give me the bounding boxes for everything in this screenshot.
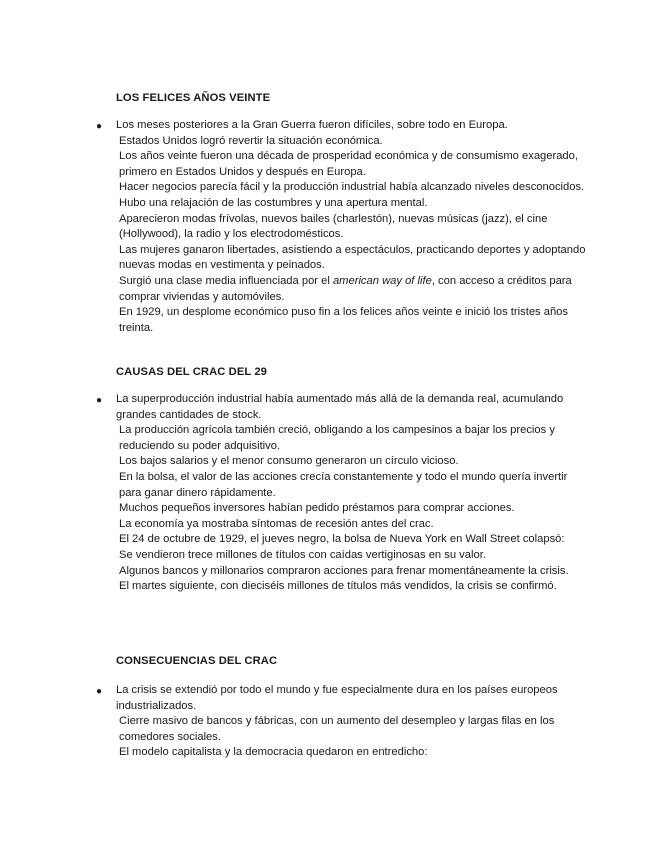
- paragraph: Los meses posteriores a la Gran Guerra fueron difíciles, sobre todo en Europa.: [116, 119, 508, 131]
- paragraph: Los bajos salarios y el menor consumo generaron un círculo vicioso.: [119, 455, 459, 468]
- paragraph: En la bolsa, el valor de las acciones crecía constantemente y todo el mundo quería invertir para ganar dinero rápidamente.: [119, 470, 568, 499]
- paragraph: La superproducción industrial había aumentado más allá de la demanda real, acumulando grandes cantidades de stock.: [116, 393, 564, 421]
- paragraph: Los años veinte fueron una década de prosperidad económica y de consumismo exagerado, primero en Estados Unidos y después en Europa.: [119, 150, 578, 178]
- bullet-marker: ●: [96, 121, 103, 132]
- paragraph: Estados Unidos logró revertir la situación económica.: [119, 134, 383, 147]
- text-run: Surgió una clase media influenciada por el: [119, 274, 333, 287]
- paragraph: El martes siguiente, con dieciséis millones de títulos más vendidos, la crisis se confirmó.: [119, 580, 557, 593]
- paragraph: La economía ya mostraba síntomas de recesión antes del crac.: [119, 517, 434, 530]
- section-body-causas-crac: [116, 392, 586, 595]
- section-body-consecuencias-crac: [116, 683, 586, 761]
- italic-phrase: american way of life: [332, 274, 432, 287]
- text-run: , con acceso a créditos para comprar viviendas y automóviles.: [119, 274, 572, 303]
- section-title-felices-anos-veinte: LOS FELICES AÑOS VEINTE: [116, 92, 271, 104]
- paragraph-with-italic: [116, 274, 586, 305]
- section-title-causas-crac: CAUSAS DEL CRAC DEL 29: [116, 366, 267, 378]
- paragraph: Algunos bancos y millonarios compraron acciones para frenar momentáneamente la crisis.: [119, 564, 569, 577]
- bullet-marker: ●: [96, 686, 103, 697]
- paragraph: El modelo capitalista y la democracia quedaron en entredicho:: [119, 746, 428, 759]
- paragraph: El 24 de octubre de 1929, el jueves negro, la bolsa de Nueva York en Wall Street colapsó:: [119, 533, 565, 546]
- paragraph: Muchos pequeños inversores habían pedido préstamos para comprar acciones.: [119, 502, 515, 515]
- paragraph: La producción agrícola también creció, obligando a los campesinos a bajar los precios y reduciendo su poder adquisitivo.: [119, 424, 555, 452]
- paragraph: La crisis se extendió por todo el mundo y fue especialmente dura en los países europeos industrializados.: [116, 684, 558, 712]
- paragraph: Las mujeres ganaron libertades, asistiendo a espectáculos, practicando deportes y adoptando nuevas modas en vestimenta y peinados.: [119, 243, 586, 272]
- paragraph: Aparecieron modas frívolas, nuevos bailes (charlestón), nuevas músicas (jazz), el cine (Hollywood), la radio y los electrodomésticos.: [119, 212, 548, 241]
- paragraph: Hubo una relajación de las costumbres y una apertura mental.: [119, 196, 428, 209]
- paragraph: Hacer negocios parecía fácil y la producción industrial había alcanzado niveles desconocidos.: [119, 181, 585, 194]
- paragraph: En 1929, un desplome económico puso fin a los felices años veinte e inició los tristes años treinta.: [119, 306, 569, 334]
- paragraph: Se vendieron trece millones de títulos con caídas vertiginosas en su valor.: [119, 548, 486, 561]
- section-body-felices-anos-veinte: [116, 118, 586, 336]
- bullet-marker: ●: [96, 395, 103, 406]
- section-title-consecuencias-crac: CONSECUENCIAS DEL CRAC: [116, 655, 278, 667]
- paragraph: Cierre masivo de bancos y fábricas, con un aumento del desempleo y largas filas en los comedores sociales.: [119, 715, 555, 743]
